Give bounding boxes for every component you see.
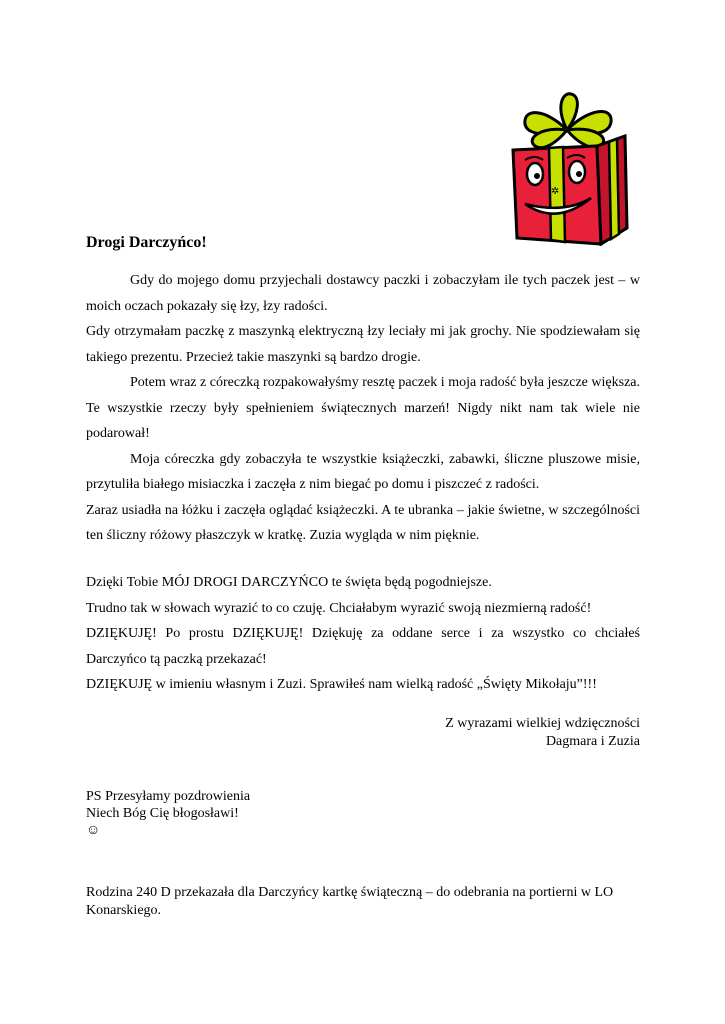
letter-title: Drogi Darczyńco! [86, 234, 207, 251]
thanks-line-3: DZIĘKUJĘ! Po prostu DZIĘKUJĘ! Dziękuję za oddane serce i za wszystko co chciałeś Darczyńco tą paczką przekazać! [86, 626, 640, 667]
paragraph-5: Zaraz usiadła na łóżku i zaczęła oglądać książeczki. A te ubranka – jakie świetne, w szczególności ten śliczny różowy płaszczyk w kratkę. Zuzia wygląda w nim pięknie. [86, 502, 640, 543]
ps-line-2: Niech Bóg Cię błogosławi! [86, 806, 239, 821]
signature-names: Dagmara i Zuzia [545, 734, 640, 749]
thanks-line-2: Trudno tak w słowach wyrazić to co czuję. Chciałabym wyrazić swoją niezmierną radość! [86, 600, 592, 616]
thanks-section [86, 570, 640, 698]
smiley-icon: ☺ [86, 823, 101, 838]
letter-body [86, 268, 640, 549]
pickup-note: Rodzina 240 D przekazała dla Darczyńcy kartkę świąteczną – do odebrania na portierni w LO Konarskiego. [86, 885, 614, 918]
svg-text:✲: ✲ [551, 186, 560, 197]
smiling-gift-icon [505, 88, 630, 246]
thanks-line-4: DZIĘKUJĘ w imieniu własnym i Zuzi. Sprawiłeś nam wielką radość „Święty Mikołaju”!!! [86, 677, 597, 692]
thanks-line-1: Dzięki Tobie MÓJ DROGI DARCZYŃCO te święta będą pogodniejsze. [86, 575, 492, 590]
closing-phrase: Z wyrazami wielkiej wdzięczności [445, 716, 640, 731]
paragraph-4: Moja córeczka gdy zobaczyła te wszystkie książeczki, zabawki, śliczne pluszowe misie, przytuliła białego misiaczka i zaczęła z nim biegać po domu i piszczeć z radości. [86, 451, 640, 492]
postscript [86, 788, 640, 839]
signature-block [86, 715, 640, 751]
paragraph-2: Gdy otrzymałam paczkę z maszynką elektryczną łzy leciały mi jak grochy. Nie spodziewałam się takiego prezentu. Przecież takie maszynki są bardzo drogie. [86, 324, 640, 365]
paragraph-3: Potem wraz z córeczką rozpakowałyśmy resztę paczek i moja radość była jeszcze większa. Te wszystkie rzeczy były spełnieniem świątecznych marzeń! Nigdy nikt nam tak wiele nie podarował! [86, 375, 640, 441]
paragraph-1: Gdy do mojego domu przyjechali dostawcy paczki i zobaczyłam ile tych paczek jest – w moich oczach pokazały się łzy, łzy radości. [86, 273, 640, 314]
ps-line-1: PS Przesyłamy pozdrowienia [86, 789, 251, 804]
